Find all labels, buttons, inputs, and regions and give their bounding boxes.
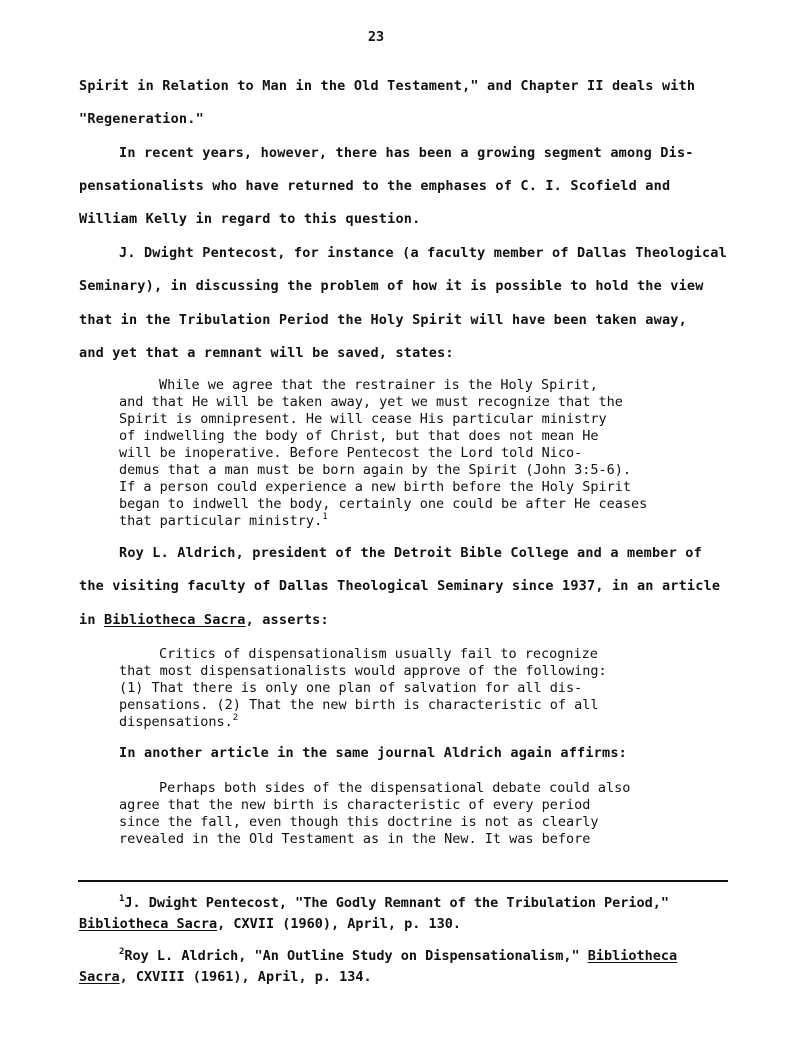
footnote-text: J. Dwight Pentecost, "The Godly Remnant of the Tribulation Period,"	[124, 895, 669, 911]
footnote-text: Roy L. Aldrich, "An Outline Study on Dispensationalism,"	[124, 948, 588, 964]
footnote-1	[119, 895, 669, 911]
paragraph-line: "Regeneration."	[79, 111, 204, 127]
quote-line: and that He will be taken away, yet we must recognize that the	[119, 394, 623, 410]
quote-line: since the fall, even though this doctrine is not as clearly	[119, 814, 599, 830]
journal-title: Sacra	[79, 969, 120, 985]
paragraph-line: Spirit in Relation to Man in the Old Testament," and Chapter II deals with	[79, 78, 696, 94]
quote-line: demus that a man must be born again by the Spirit (John 3:5-6).	[119, 462, 632, 478]
quote-line: If a person could experience a new birth before the Holy Spirit	[119, 479, 632, 495]
quote-text: dispensations.	[119, 714, 233, 730]
journal-title: Bibliotheca	[587, 948, 678, 964]
quote-line	[119, 513, 328, 530]
footnote-separator	[78, 880, 728, 882]
quote-line: that most dispensationalists would approve of the following:	[119, 663, 607, 679]
footnote-marker: 2	[232, 713, 239, 723]
footnote-2-line-2	[79, 969, 372, 985]
paragraph-line: that in the Tribulation Period the Holy Spirit will have been taken away,	[79, 312, 687, 328]
footnote-text: , CXVIII (1961), April, p. 134.	[119, 969, 372, 985]
quote-line: pensations. (2) That the new birth is characteristic of all	[119, 697, 599, 713]
quote-line: agree that the new birth is characteristic of every period	[119, 797, 591, 813]
footnote-mark: 2	[119, 947, 125, 957]
journal-title: Bibliotheca Sacra	[103, 612, 246, 628]
quote-line: Perhaps both sides of the dispensational debate could also	[159, 780, 631, 796]
footnote-marker: 1	[322, 512, 328, 522]
paragraph-line	[79, 612, 329, 628]
page-number: 23	[367, 29, 385, 45]
quote-line: began to indwell the body, certainly one could be after He ceases	[119, 496, 648, 512]
paragraph-line: William Kelly in regard to this question.	[79, 211, 421, 227]
paragraph-line: J. Dwight Pentecost, for instance (a faculty member of Dallas Theological	[119, 245, 727, 261]
quote-line: Critics of dispensationalism usually fail to recognize	[159, 646, 598, 662]
paragraph-line: the visiting faculty of Dallas Theological Seminary since 1937, in an article	[79, 578, 721, 594]
text: in	[79, 612, 104, 628]
quote-line: of indwelling the body of Christ, but that does not mean He	[119, 428, 599, 444]
paragraph-line: Seminary), in discussing the problem of how it is possible to hold the view	[79, 278, 704, 294]
footnote-mark: 1	[119, 894, 125, 904]
quote-line: While we agree that the restrainer is the Holy Spirit,	[159, 377, 598, 393]
paragraph-line: pensationalists who have returned to the emphases of C. I. Scofield and	[79, 178, 671, 194]
journal-title: Bibliotheca Sacra	[79, 916, 218, 932]
quote-line	[119, 714, 238, 731]
footnote-2	[119, 948, 677, 964]
quote-line: Spirit is omnipresent. He will cease His particular ministry	[119, 411, 607, 427]
footnote-text: , CXVII (1960), April, p. 130.	[217, 916, 462, 932]
quote-line: revealed in the Old Testament as in the New. It was before	[119, 831, 591, 847]
quote-line: will be inoperative. Before Pentecost the Lord told Nico-	[119, 445, 583, 461]
quote-text: that particular ministry.	[119, 513, 323, 529]
footnote-1-line-2	[79, 916, 461, 932]
quote-line: (1) That there is only one plan of salvation for all dis-	[119, 680, 583, 696]
paragraph-line: In another article in the same journal Aldrich again affirms:	[119, 745, 627, 761]
paragraph-line: In recent years, however, there has been a growing segment among Dis-	[119, 145, 694, 161]
paragraph-line: Roy L. Aldrich, president of the Detroit Bible College and a member of	[119, 545, 702, 561]
paragraph-line: and yet that a remnant will be saved, states:	[79, 345, 454, 361]
text: , asserts:	[245, 612, 329, 628]
